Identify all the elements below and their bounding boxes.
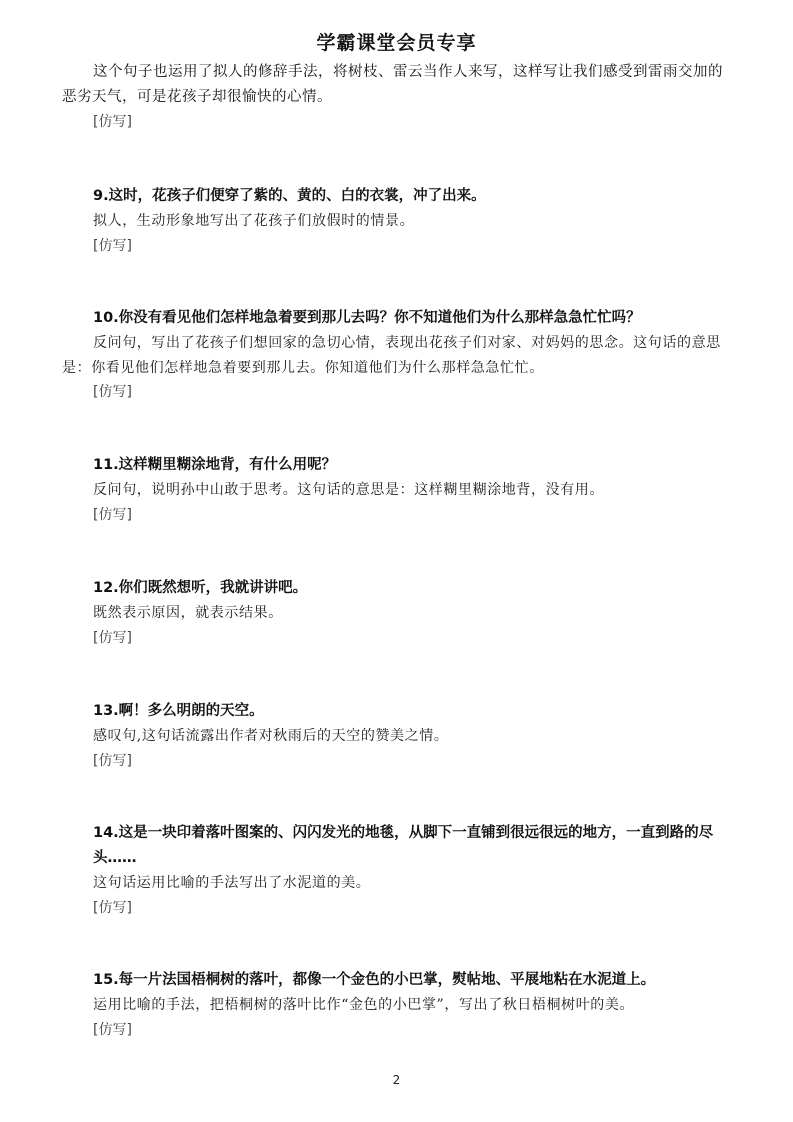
sentence-title: 9.这时，花孩子们便穿了紫的、黄的、白的衣裳，冲了出来。 <box>93 188 486 204</box>
sentence-analysis: 这句话运用比喻的手法写出了水泥道的美。 <box>93 875 371 891</box>
imitation-writing-label: [仿写] <box>93 1021 132 1038</box>
sentence-item-9 <box>62 184 736 258</box>
imitation-writing-label: [仿写] <box>93 384 132 400</box>
imitation-writing-label: [仿写] <box>93 629 132 646</box>
sentence-title: 13.啊！多么明朗的天空。 <box>93 703 264 719</box>
sentence-analysis: 反问句，说明孙中山敢于思考。这句话的意思是：这样糊里糊涂地背，没有用。 <box>93 482 604 498</box>
sentence-analysis: 既然表示原因，就表示结果。 <box>93 605 283 621</box>
page-number: 2 <box>392 1073 401 1087</box>
sentence-item-12 <box>62 576 736 650</box>
sentence-item-11 <box>62 453 736 527</box>
sentence-title: 10.你没有看见他们怎样地急着要到那儿去吗？你不知道他们为什么那样急急忙忙吗？ <box>93 310 641 326</box>
page-title: 学霸课堂会员专享 <box>316 32 477 54</box>
imitation-writing-label: [仿写] <box>93 114 132 130</box>
intro-analysis: 这个句子也运用了拟人的修辞手法，将树枝、雷云当作人来写，这样写让我们感受到雷雨交加的恶劣天气，可是花孩子却很愉快的心情。 <box>62 64 723 105</box>
intro-section <box>62 60 736 135</box>
imitation-writing-label: [仿写] <box>93 752 132 769</box>
imitation-writing-label: [仿写] <box>93 237 132 254</box>
sentence-title: 15.每一片法国梧桐树的落叶，都像一个金色的小巴掌，熨帖地、平展地粘在水泥道上。 <box>93 972 656 988</box>
imitation-writing-label: [仿写] <box>93 506 132 523</box>
sentence-analysis: 感叹句,这句话流露出作者对秋雨后的天空的赞美之情。 <box>93 728 449 744</box>
sentence-item-15 <box>62 968 736 1042</box>
sentence-analysis: 反问句，写出了花孩子们想回家的急切心情，表现出花孩子们对家、对妈妈的思念。这句话的意思是：你看见他们怎样地急着要到那儿去。你知道他们为什么那样急急忙忙。 <box>62 335 721 376</box>
sentence-analysis: 拟人，生动形象地写出了花孩子们放假时的情景。 <box>93 213 415 229</box>
sentence-title: 12.你们既然想听，我就讲讲吧。 <box>93 580 308 596</box>
sentence-title: 14.这是一块印着落叶图案的、闪闪发光的地毯，从脚下一直铺到很远很远的地方，一直到路的尽头…… <box>93 825 714 866</box>
sentence-item-14 <box>62 821 736 920</box>
sentence-item-10 <box>62 306 736 405</box>
sentence-analysis: 运用比喻的手法，把梧桐树的落叶比作“金色的小巴掌”，写出了秋日梧桐树叶的美。 <box>93 997 635 1013</box>
imitation-writing-label: [仿写] <box>93 899 132 916</box>
sentence-item-13 <box>62 699 736 773</box>
sentence-title: 11.这样糊里糊涂地背，有什么用呢？ <box>93 457 337 473</box>
